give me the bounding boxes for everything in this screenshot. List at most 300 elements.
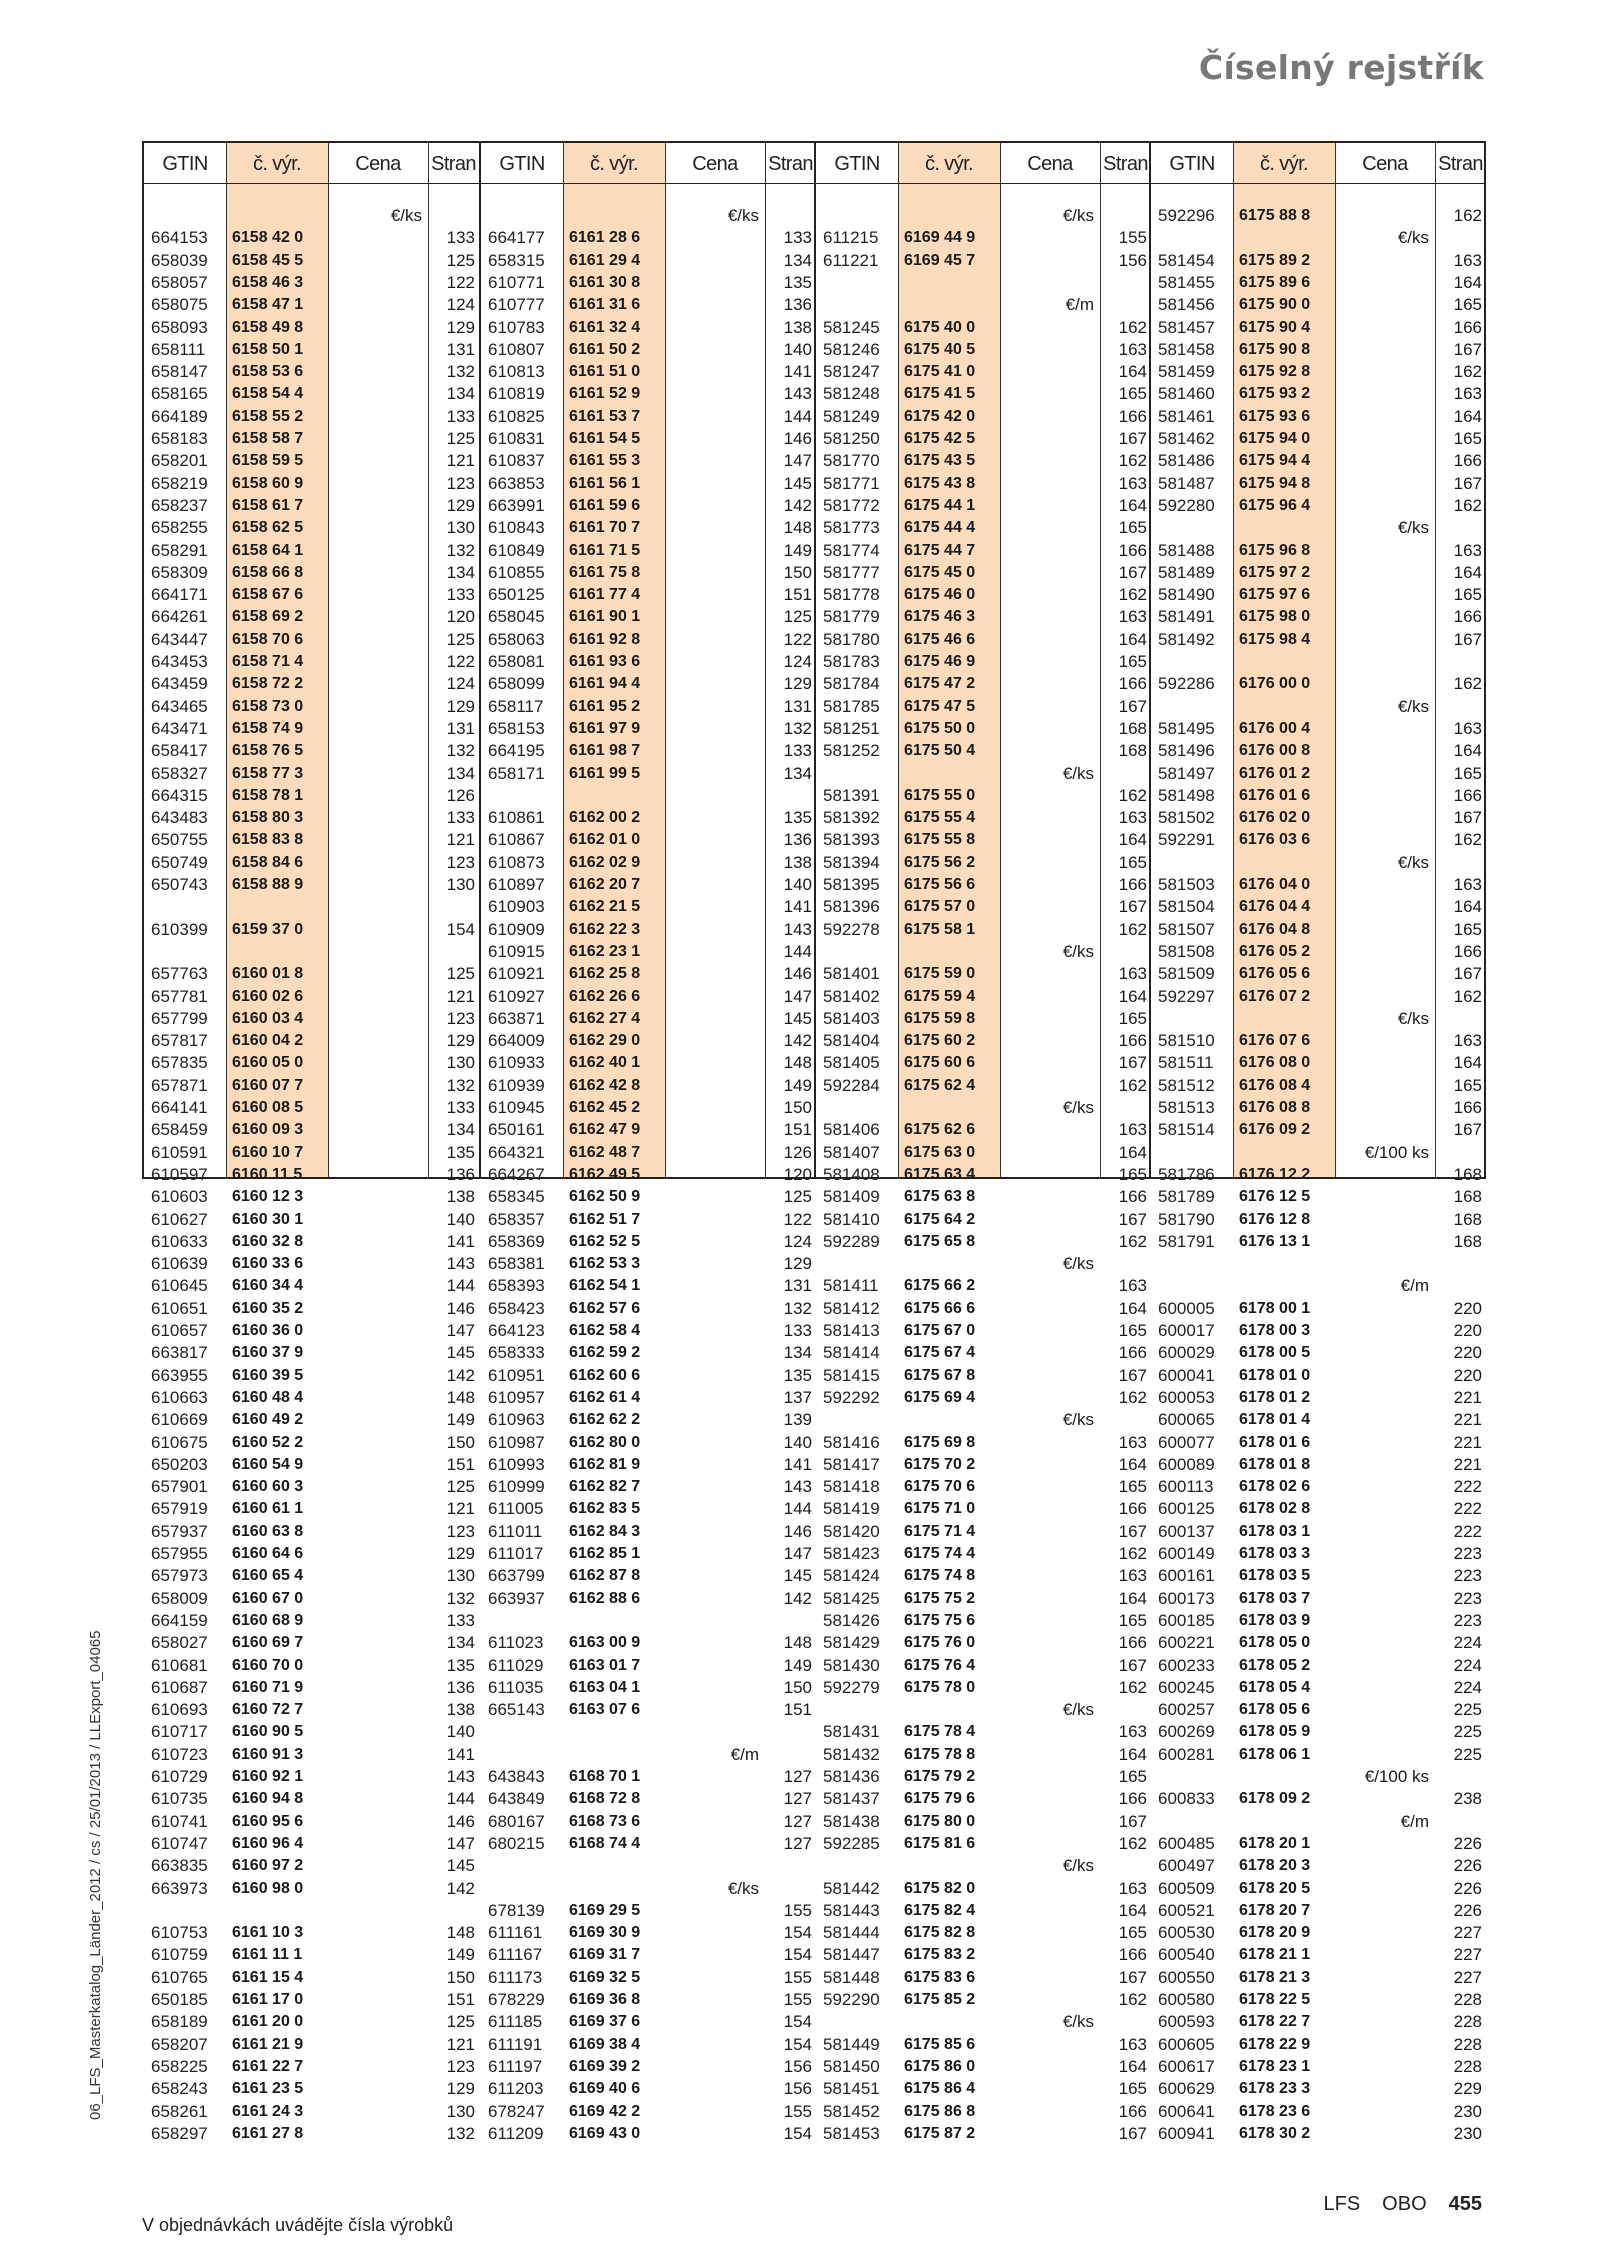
gtin-cell: 658291 [151,540,208,560]
page-ref-cell: 167 [1118,696,1147,716]
page-ref-cell: 162 [1118,1231,1147,1251]
gtin-cell: 610741 [151,1811,208,1831]
gtin-cell: 581391 [823,785,880,805]
product-number-cell: 6175 78 4 [904,1723,976,1741]
gtin-cell: 581462 [1158,429,1215,448]
gtin-cell: 610939 [488,1075,545,1095]
page-ref-cell: 226 [1453,1900,1482,1920]
page-ref-cell: 139 [783,1410,812,1430]
gtin-cell: 581487 [1158,473,1215,493]
product-number-cell: 6169 40 6 [569,2080,641,2098]
product-number-cell: 6160 34 4 [232,1277,304,1295]
gtin-cell: 664153 [151,228,208,248]
page-ref-cell: 130 [446,2101,475,2121]
gtin-cell: 600161 [1158,1566,1215,1586]
column-header: GTIN [162,153,208,175]
product-number-cell: 6161 94 4 [569,675,641,693]
product-number-cell: 6158 72 2 [232,675,304,693]
column-divider [563,143,564,1177]
page-ref-cell: 144 [783,1499,812,1519]
page-ref-cell: 132 [446,362,475,382]
gtin-cell: 581447 [823,1945,880,1965]
page-ref-cell: 125 [446,2012,475,2032]
column-divider [226,143,227,1177]
product-number-cell: 6161 52 9 [569,385,641,403]
product-number-cell: 6161 22 7 [232,2057,304,2075]
product-number-cell: 6178 20 9 [1239,1924,1311,1942]
product-number-cell: 6178 21 1 [1239,1946,1311,1964]
product-number-cell: 6161 77 4 [569,586,641,604]
gtin-cell: 581418 [823,1477,880,1497]
brand-obo: OBO [1382,2193,1427,2215]
page-ref-cell: 154 [783,2034,812,2054]
gtin-cell: 600593 [1158,2012,1215,2032]
product-number-cell: 6175 55 4 [904,809,976,827]
gtin-cell: 581770 [823,451,880,471]
product-number-cell: 6159 37 0 [232,920,304,938]
product-number-cell: 6176 08 0 [1239,1054,1311,1072]
product-number-cell: 6160 60 3 [232,1478,304,1496]
gtin-cell: 658153 [488,718,545,738]
index-column-1 [144,143,479,2143]
gtin-cell: 600053 [1158,1387,1215,1407]
product-number-cell: 6162 00 2 [569,809,641,827]
gtin-cell: 581250 [823,429,880,448]
product-number-cell: 6161 55 3 [569,452,641,470]
gtin-cell: 600550 [1158,1967,1215,1987]
product-number-cell: 6162 50 9 [569,1188,641,1206]
page-ref-cell: 125 [783,1187,812,1207]
product-number-cell: 6160 98 0 [232,1879,304,1897]
gtin-cell: 600065 [1158,1410,1215,1430]
gtin-cell: 581426 [823,1610,880,1630]
product-number-cell: 6175 93 2 [1239,385,1311,403]
gtin-cell: 658183 [151,429,208,448]
gtin-cell: 658111 [151,339,206,359]
product-number-cell: 6175 63 0 [904,1143,976,1161]
page-ref-cell: 166 [1453,451,1482,471]
page-ref-cell: 156 [783,2056,812,2076]
product-number-cell: 6160 94 8 [232,1790,304,1808]
product-number-cell: 6161 70 7 [569,519,641,537]
gtin-cell: 610825 [488,406,545,426]
page-ref-cell: 134 [446,763,475,783]
gtin-cell: 581507 [1158,919,1215,939]
gtin-cell: 650749 [151,852,208,872]
page-ref-cell: 124 [446,674,475,694]
gtin-cell: 658255 [151,518,208,538]
product-number-cell: 6175 86 8 [904,2102,976,2120]
page-ref-cell: 133 [783,1321,812,1340]
product-number-cell: 6175 81 6 [904,1834,976,1852]
gtin-cell: 643465 [151,696,208,716]
product-number-cell: 6178 01 4 [1239,1411,1311,1429]
gtin-cell: 663991 [488,495,545,515]
product-number-cell: 6175 67 0 [904,1322,976,1339]
gtin-cell: 658369 [488,1231,545,1251]
price-unit: €/ks [1062,1700,1094,1720]
gtin-cell: 600605 [1158,2034,1215,2054]
gtin-cell: 610753 [151,1923,208,1943]
page-ref-cell: 131 [783,696,812,716]
product-number-cell: 6158 88 9 [232,876,304,893]
product-number-cell: 6160 65 4 [232,1567,304,1585]
page-ref-cell: 167 [1118,1967,1147,1987]
gtin-cell: 581460 [1158,384,1215,404]
page-ref-cell: 154 [783,2123,812,2143]
page-ref-cell: 147 [783,986,812,1006]
gtin-cell: 658189 [151,2012,208,2032]
gtin-cell: 581252 [823,741,880,761]
product-number-cell: 6162 45 2 [569,1099,641,1116]
page-ref-cell: 155 [783,1900,812,1920]
gtin-cell: 611023 [488,1633,544,1653]
gtin-cell: 581419 [823,1499,880,1519]
page-ref-cell: 121 [446,1499,475,1519]
product-number-cell: 6160 35 2 [232,1299,304,1317]
price-unit: €/m [1400,1811,1429,1831]
price-unit: €/ks [1062,206,1094,225]
column-divider [328,143,329,1177]
page-ref-cell: 133 [783,228,812,248]
product-number-cell: 6160 08 5 [232,1099,304,1116]
gtin-cell: 592285 [823,1833,880,1853]
gtin-cell: 581432 [823,1744,880,1764]
product-number-cell: 6175 41 5 [904,385,976,403]
product-number-cell: 6161 92 8 [569,630,641,648]
product-number-cell: 6162 61 4 [569,1388,641,1406]
gtin-cell: 600281 [1158,1744,1215,1764]
page-ref-cell: 142 [783,495,812,515]
product-number-cell: 6175 98 4 [1239,630,1311,648]
product-number-cell: 6175 83 2 [904,1946,976,1964]
page-ref-cell: 167 [1118,1521,1147,1541]
gtin-cell: 610771 [488,272,545,292]
product-number-cell: 6176 12 5 [1239,1188,1311,1206]
column-header: č. výr. [589,153,639,175]
product-number-cell: 6176 05 2 [1239,942,1311,960]
page-ref-cell: 147 [783,1544,812,1563]
product-number-cell: 6175 78 0 [904,1678,976,1696]
product-number-cell: 6160 52 2 [232,1433,304,1451]
page-ref-cell: 168 [1453,1231,1482,1251]
gtin-cell: 610735 [151,1789,208,1809]
gtin-cell: 592291 [1158,830,1215,850]
gtin-cell: 581789 [1158,1187,1215,1207]
gtin-cell: 600005 [1158,1298,1215,1318]
page-ref-cell: 133 [783,741,812,761]
product-number-cell: 6160 09 3 [232,1121,304,1139]
page-ref-cell: 121 [446,830,475,850]
product-number-cell: 6169 29 5 [569,1901,641,1919]
product-number-cell: 6175 71 4 [904,1522,976,1540]
gtin-cell: 611185 [488,2012,543,2032]
gtin-cell: 581448 [823,1967,880,1987]
gtin-cell: 592292 [823,1387,880,1407]
gtin-cell: 610729 [151,1767,208,1786]
gtin-cell: 657817 [151,1031,208,1051]
page-ref-cell: 224 [1453,1677,1482,1697]
product-number-cell: 6176 07 2 [1239,987,1311,1005]
page-ref-cell: 162 [1118,785,1147,805]
product-number-cell: 6161 56 1 [569,474,641,492]
price-unit: €/ks [1397,1008,1429,1028]
page-ref-cell: 126 [783,1142,812,1162]
gtin-cell: 610759 [151,1945,208,1965]
page-ref-cell: 149 [783,540,812,560]
page-ref-cell: 164 [1453,1053,1482,1073]
gtin-cell: 610909 [488,919,545,939]
product-number-cell: 6178 03 1 [1239,1522,1311,1540]
page-ref-cell: 162 [1118,1990,1147,2009]
product-number-cell: 6163 00 9 [569,1634,641,1652]
product-number-cell: 6178 22 9 [1239,2035,1311,2053]
gtin-cell: 663871 [488,1008,545,1028]
footer-note: V objednávkách uvádějte čísla výrobků [142,2215,454,2235]
product-number-cell: 6175 90 8 [1239,340,1311,358]
gtin-cell: 581488 [1158,540,1215,560]
page-ref-cell: 149 [446,1945,475,1965]
page-ref-cell: 131 [446,718,475,738]
product-number-cell: 6175 67 4 [904,1344,976,1362]
index-column-3 [814,143,1151,2143]
product-number-cell: 6160 37 9 [232,1344,304,1362]
product-number-cell: 6161 27 8 [232,2124,304,2142]
gtin-cell: 581449 [823,2034,880,2054]
product-number-cell: 6160 71 9 [232,1678,304,1696]
product-number-cell: 6158 55 2 [232,407,304,425]
gtin-cell: 581509 [1158,964,1215,984]
gtin-cell: 658243 [151,2079,208,2099]
page-ref-cell: 150 [446,1967,475,1987]
page-ref-cell: 164 [1118,362,1147,382]
gtin-cell: 581429 [823,1633,880,1653]
gtin-cell: 658039 [151,250,208,270]
page-ref-cell: 166 [1118,2101,1147,2121]
gtin-cell: 610951 [488,1365,545,1385]
page-ref-cell: 142 [446,1878,475,1898]
gtin-cell: 581406 [823,1120,880,1140]
price-unit: €/ks [1397,518,1429,538]
gtin-cell: 600580 [1158,1990,1215,2009]
product-number-cell: 6178 01 0 [1239,1366,1311,1384]
gtin-cell: 610639 [151,1254,208,1274]
gtin-cell: 657835 [151,1053,208,1073]
gtin-cell: 581392 [823,808,880,828]
gtin-cell: 657799 [151,1008,208,1028]
gtin-cell: 581409 [823,1187,880,1207]
page-ref-cell: 123 [446,473,475,493]
product-number-cell: 6175 93 6 [1239,407,1311,425]
product-number-cell: 6162 27 4 [569,1009,641,1027]
page-ref-cell: 163 [1453,718,1482,738]
page-ref-cell: 125 [446,629,475,649]
page-ref-cell: 132 [446,741,475,761]
page-ref-cell: 163 [1453,1031,1482,1051]
gtin-cell: 658357 [488,1209,545,1229]
gtin-cell: 610669 [151,1410,208,1430]
product-number-cell: 6175 45 0 [904,563,976,581]
product-number-cell: 6178 21 3 [1239,1968,1311,1986]
product-number-cell: 6176 12 8 [1239,1210,1311,1228]
page-ref-cell: 151 [783,1120,812,1140]
gtin-cell: 581251 [823,718,880,738]
page-ref-cell: 166 [1453,1098,1482,1117]
gtin-cell: 650161 [488,1120,545,1140]
page-ref-cell: 131 [446,339,475,359]
page-ref-cell: 146 [783,964,812,984]
product-number-cell: 6158 53 6 [232,363,304,381]
page-ref-cell: 143 [446,1254,475,1274]
page-ref-cell: 168 [1453,1209,1482,1229]
product-number-cell: 6175 63 8 [904,1188,976,1206]
gtin-cell: 610597 [151,1164,208,1184]
gtin-cell: 658261 [151,2101,208,2121]
page-ref-cell: 167 [1453,808,1482,828]
page-ref-cell: 162 [1453,830,1482,850]
gtin-cell: 643459 [151,674,208,694]
product-number-cell: 6168 70 1 [569,1768,641,1785]
page-ref-cell: 154 [783,2012,812,2032]
page-ref-cell: 166 [1118,674,1147,694]
price-unit: €/ks [727,206,759,225]
page-ref-cell: 130 [446,518,475,538]
page-ref-cell: 134 [446,562,475,582]
column-header: GTIN [499,153,545,175]
page-ref-cell: 155 [783,1990,812,2009]
page-ref-cell: 132 [446,540,475,560]
product-number-cell: 6162 85 1 [569,1545,641,1562]
product-number-cell: 6158 42 0 [232,229,304,247]
gtin-cell: 581395 [823,875,880,894]
gtin-cell: 664189 [151,406,208,426]
gtin-cell: 581458 [1158,339,1215,359]
column-header: GTIN [1169,153,1215,175]
product-number-cell: 6176 00 4 [1239,719,1311,737]
product-number-cell: 6162 40 1 [569,1054,641,1072]
product-number-cell: 6158 62 5 [232,519,304,537]
page-ref-cell: 125 [446,429,475,448]
footer-branding [1301,2193,1482,2216]
product-number-cell: 6158 64 1 [232,541,304,559]
product-number-cell: 6160 05 0 [232,1054,304,1072]
product-number-cell: 6175 44 7 [904,541,976,559]
page-ref-cell: 130 [446,875,475,894]
gtin-cell: 610921 [488,964,545,984]
page-ref-cell: 166 [1453,785,1482,805]
gtin-cell: 610873 [488,852,545,872]
gtin-cell: 581442 [823,1878,880,1898]
gtin-cell: 600245 [1158,1677,1215,1697]
gtin-cell: 658057 [151,272,208,292]
gtin-cell: 611203 [488,2079,544,2099]
gtin-cell: 663835 [151,1856,208,1876]
page-ref-cell: 229 [1453,2079,1482,2099]
page-ref-cell: 122 [446,272,475,292]
gtin-cell: 610693 [151,1700,208,1720]
page-ref-cell: 150 [783,562,812,582]
product-number-cell: 6175 82 0 [904,1879,976,1897]
page-ref-cell: 165 [1118,2079,1147,2099]
page-ref-cell: 162 [1453,986,1482,1006]
price-unit: €/100 ks [1364,1142,1429,1162]
page-ref-cell: 167 [1118,1811,1147,1831]
product-number-cell: 6175 85 6 [904,2035,976,2053]
gtin-cell: 610399 [151,919,208,939]
gtin-cell: 610945 [488,1098,545,1117]
page-ref-cell: 163 [1118,473,1147,493]
gtin-cell: 610933 [488,1053,545,1073]
gtin-cell: 581453 [823,2123,880,2143]
product-number-cell: 6175 55 0 [904,786,976,804]
page-ref-cell: 142 [783,1588,812,1608]
product-number-cell: 6176 02 0 [1239,809,1311,827]
page-ref-cell: 167 [1118,1053,1147,1073]
product-number-cell: 6160 54 9 [232,1455,304,1473]
page-ref-cell: 220 [1453,1365,1482,1385]
page-ref-cell: 146 [446,1811,475,1831]
product-number-cell: 6162 62 2 [569,1411,641,1429]
gtin-cell: 680167 [488,1811,545,1831]
page-ref-cell: 148 [783,518,812,538]
product-number-cell: 6158 77 3 [232,764,304,782]
page-ref-cell: 135 [783,808,812,828]
column-divider [898,143,899,1177]
gtin-cell: 610675 [151,1432,208,1452]
gtin-cell: 592279 [823,1677,880,1697]
gtin-cell: 658081 [488,652,545,671]
product-number-cell: 6175 70 2 [904,1455,976,1473]
page-ref-cell: 226 [1453,1878,1482,1898]
page-ref-cell: 162 [1118,1677,1147,1697]
price-unit: €/m [1400,1276,1429,1296]
page-ref-cell: 125 [446,964,475,984]
product-number-cell: 6160 01 8 [232,965,304,983]
column-header: Stran [768,153,813,175]
page-ref-cell: 140 [446,1722,475,1742]
gtin-cell: 581498 [1158,785,1215,805]
gtin-cell: 581411 [823,1276,879,1296]
page-ref-cell: 162 [1118,1544,1147,1563]
product-number-cell: 6175 82 8 [904,1924,976,1942]
page-ref-cell: 143 [783,384,812,404]
page-ref-cell: 226 [1453,1856,1482,1876]
index-column-2 [479,143,816,2143]
index-column-4 [1149,143,1486,2143]
page-ref-cell: 137 [783,1387,812,1407]
page-ref-cell: 164 [1118,1142,1147,1162]
gtin-cell: 650203 [151,1454,208,1474]
product-number-cell: 6158 70 6 [232,630,304,648]
page-ref-cell: 131 [783,1276,812,1296]
gtin-cell: 600017 [1158,1321,1215,1340]
gtin-cell: 581431 [823,1722,880,1742]
gtin-cell: 581456 [1158,295,1215,315]
gtin-cell: 678229 [488,1990,545,2009]
page-ref-cell: 164 [1453,406,1482,426]
gtin-cell: 610645 [151,1276,208,1296]
product-number-cell: 6158 46 3 [232,273,304,291]
gtin-cell: 658381 [488,1254,545,1274]
gtin-cell: 658171 [488,763,545,783]
page-ref-cell: 145 [783,1008,812,1028]
page-ref-cell: 227 [1453,1945,1482,1965]
gtin-cell: 611161 [488,1923,543,1943]
gtin-cell: 581511 [1158,1053,1214,1073]
page-ref-cell: 154 [783,1945,812,1965]
page-ref-cell: 124 [783,652,812,671]
page-ref-cell: 142 [446,1365,475,1385]
